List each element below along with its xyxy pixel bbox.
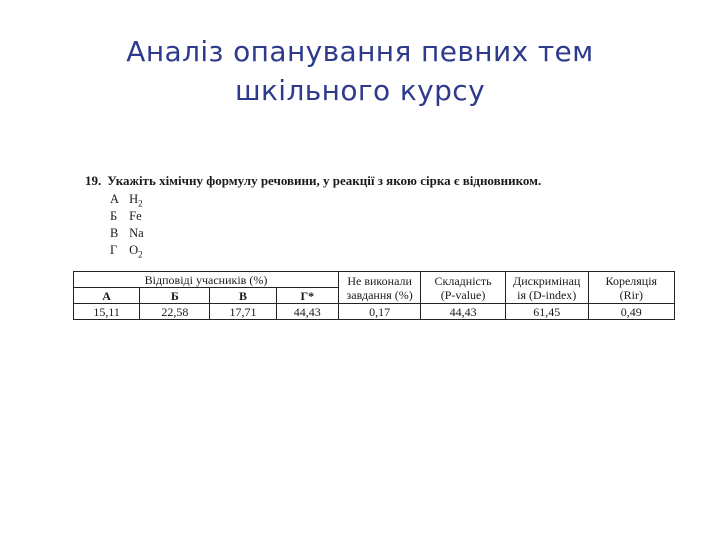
option-b [110, 208, 675, 225]
subheader-b: Б [140, 288, 210, 304]
question-text [85, 172, 675, 189]
scanned-question-block [73, 172, 675, 330]
header-not-done: Не виконали завдання (%) [338, 272, 420, 304]
option-letter: Б [110, 209, 118, 223]
cell-difficulty: 44,43 [421, 304, 506, 320]
question-number: 19. [85, 173, 102, 188]
option-formula: Fe [129, 209, 142, 223]
option-formula: Na [129, 226, 144, 240]
cell-discrimination: 61,45 [505, 304, 588, 320]
results-table [73, 271, 675, 320]
option-formula: $H_2$ [129, 192, 143, 209]
cell-correlation: 0,49 [588, 304, 674, 320]
option-c [110, 225, 675, 242]
header-discrimination: Дискримінац ія (D-index) [505, 272, 588, 304]
option-d [110, 242, 675, 259]
cell-a: 15,11 [74, 304, 140, 320]
option-letter: А [110, 192, 120, 206]
header-correlation: Кореляція (Rir) [588, 272, 674, 304]
cell-not-done: 0,17 [338, 304, 420, 320]
title-line-2: шкільного курсу [234, 74, 486, 107]
title-line-1: Аналіз опанування певних тем [126, 35, 594, 68]
table-row [74, 304, 675, 320]
option-formula: $O_2$ [129, 243, 143, 260]
cell-d: 44,43 [276, 304, 338, 320]
question-body: Укажіть хімічну формулу речовини, у реакції з якою сірка є відновником. [107, 173, 542, 188]
answer-options [110, 191, 675, 259]
option-letter: Г [110, 243, 118, 257]
group-header: Відповіді учасників (%) [74, 272, 339, 288]
option-a [110, 191, 675, 208]
slide-title [0, 32, 720, 110]
option-letter: В [110, 226, 119, 240]
cell-b: 22,58 [140, 304, 210, 320]
header-difficulty: Складність (P-value) [421, 272, 506, 304]
subheader-d: Г* [276, 288, 338, 304]
cell-c: 17,71 [210, 304, 276, 320]
subheader-c: В [210, 288, 276, 304]
subheader-a: А [74, 288, 140, 304]
table-header-row [74, 272, 675, 288]
